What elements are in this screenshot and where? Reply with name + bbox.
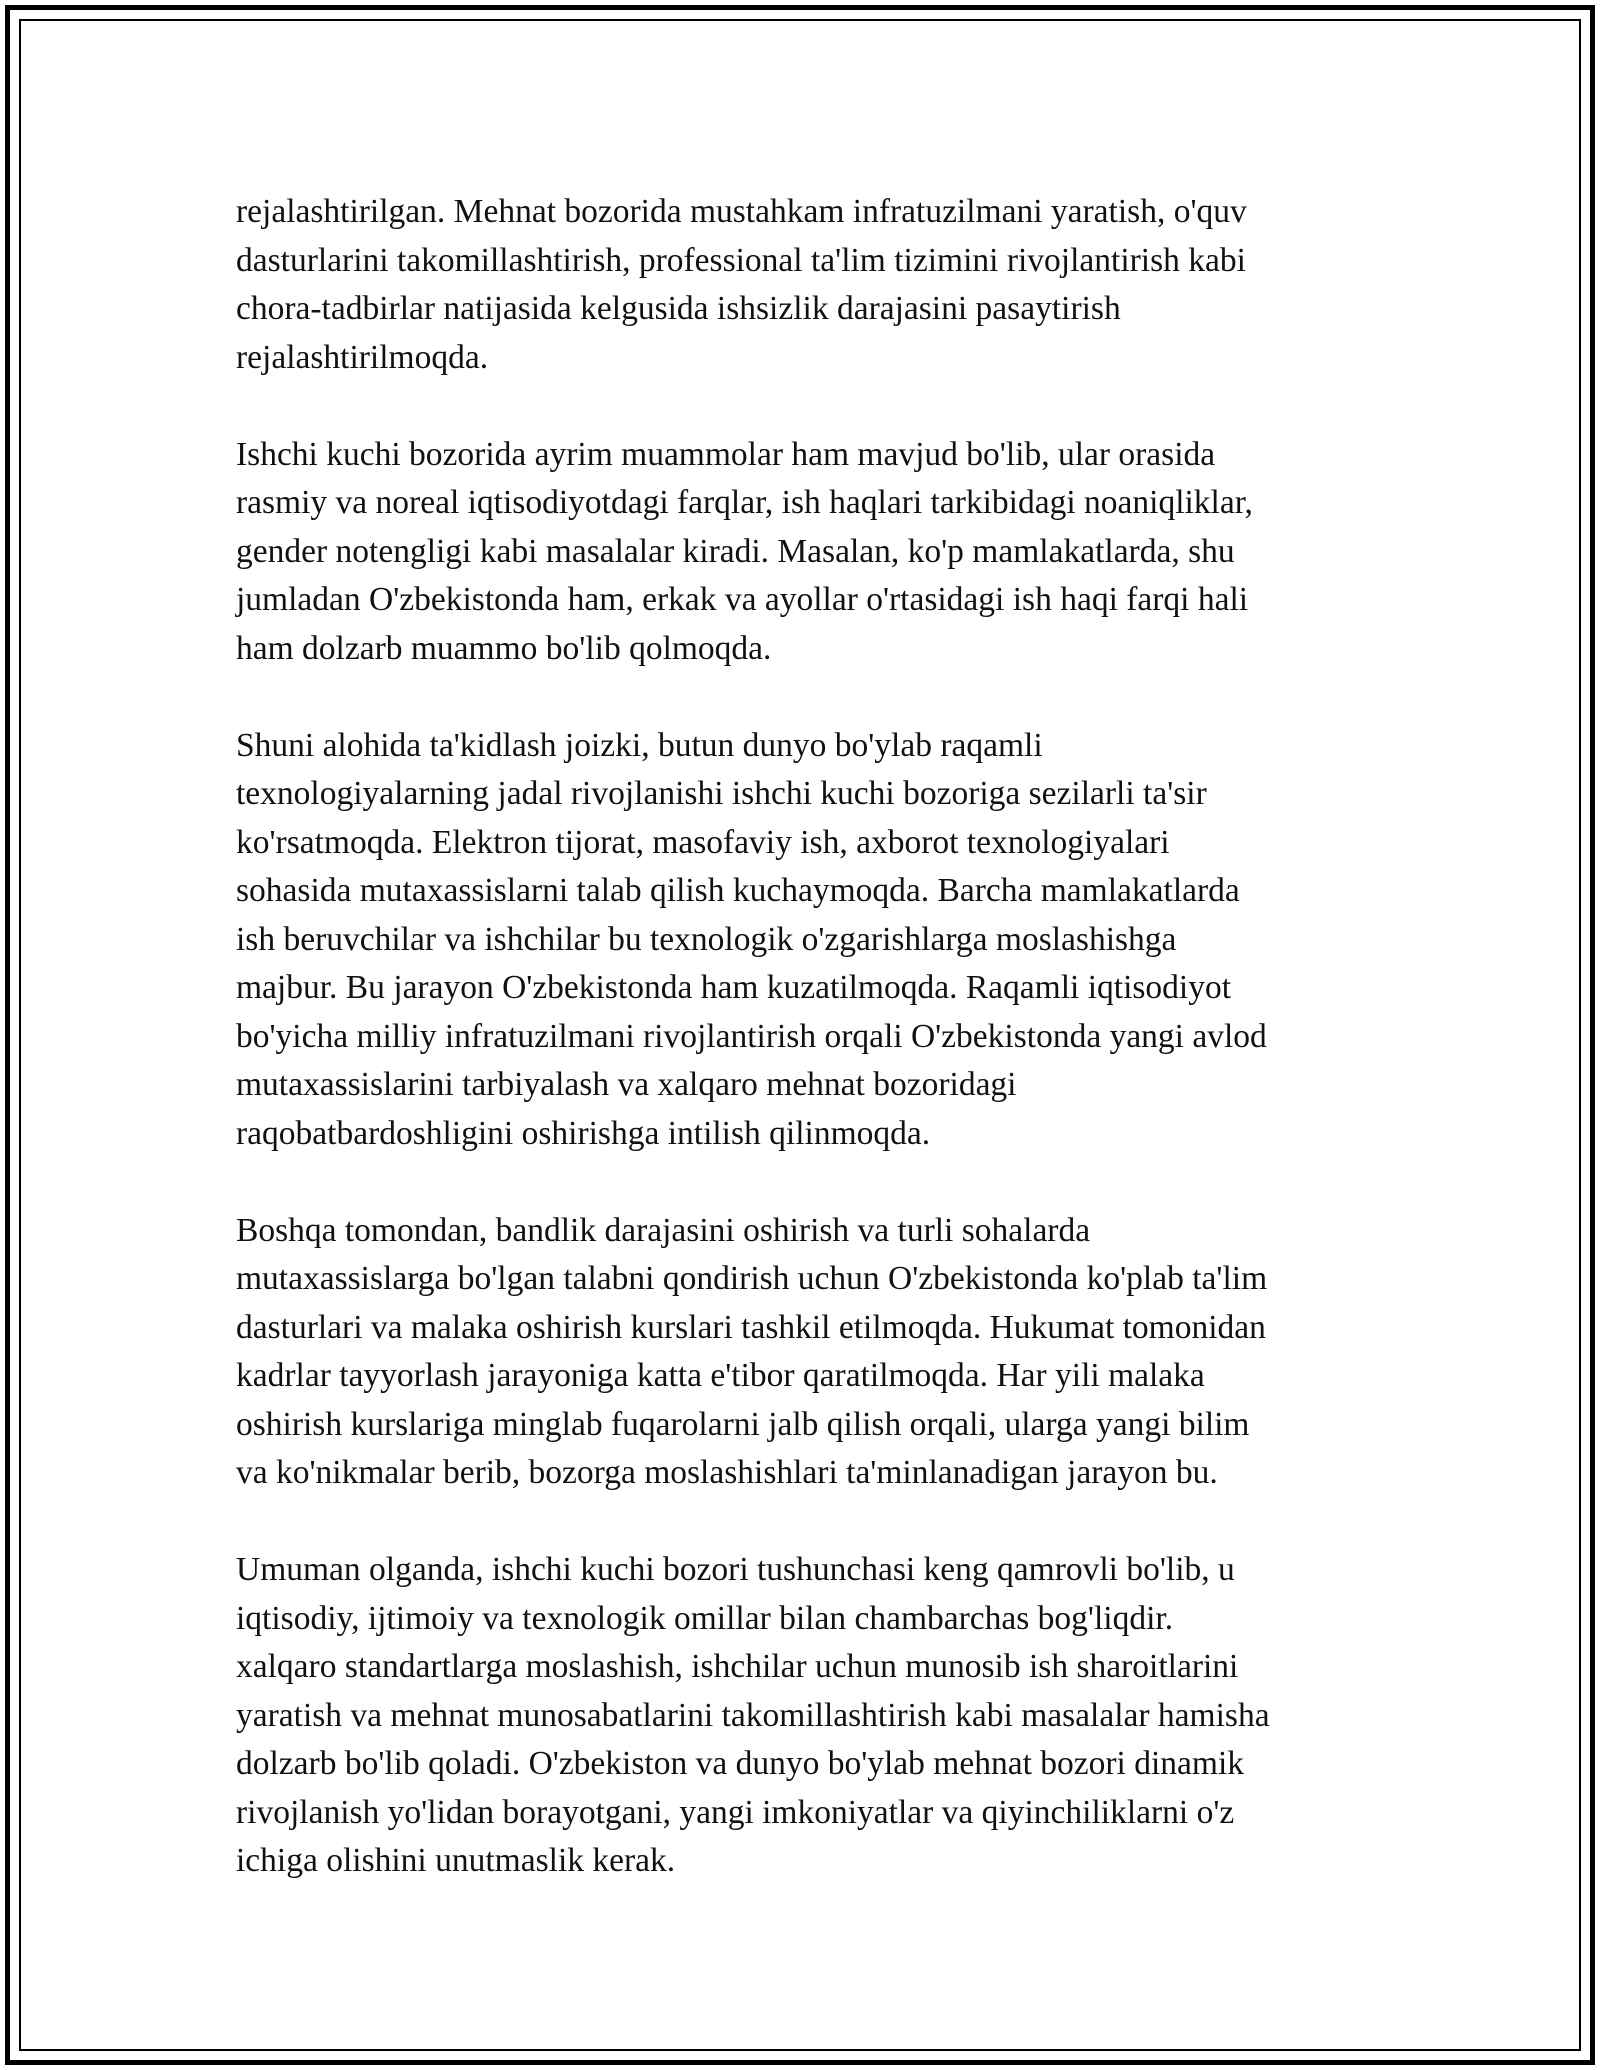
text-line: texnologiyalarning jadal rivojlanishi ishchi kuchi bozoriga sezilarli ta'sir <box>236 775 1207 812</box>
text-line: oshirish kurslariga minglab fuqarolarni jalb qilish orqali, ularga yangi bilim <box>236 1405 1250 1443</box>
text-line: rivojlanish yo'lidan borayotgani, yangi imkoniyatlar va qiyinchiliklarni o'z <box>236 1793 1235 1831</box>
text-line: kadrlar tayyorlash jarayoniga katta e'tibor qaratilmoqda. Har yili malaka <box>236 1357 1205 1394</box>
paragraph <box>236 1546 1376 1886</box>
text-line: va ko'nikmalar berib, bozorga moslashishlari ta'minlanadigan jarayon bu. <box>236 1454 1218 1491</box>
text-line: chora-tadbirlar natijasida kelgusida ishsizlik darajasini pasaytirish <box>236 290 1121 327</box>
text-line: yaratish va mehnat munosabatlarini takomillashtirish kabi masalalar hamisha <box>236 1696 1270 1734</box>
text-line: rejalashtirilmoqda. <box>236 338 489 376</box>
text-line: rejalashtirilgan. Mehnat bozorida mustahkam infratuzilmani yaratish, o'quv <box>236 193 1247 230</box>
text-line: iqtisodiy, ijtimoiy va texnologik omillar bilan chambarchas bog'liqdir. <box>236 1599 1174 1637</box>
text-line: ish beruvchilar va ishchilar bu texnologik o'zgarishlarga moslashishga <box>236 920 1177 958</box>
paragraph <box>236 1207 1376 1498</box>
text-line: sohasida mutaxassislarni talab qilish kuchaymoqda. Barcha mamlakatlarda <box>236 872 1240 909</box>
text-line: ichiga olishini unutmaslik kerak. <box>236 1842 676 1879</box>
text-line: gender notengligi kabi masalalar kiradi. Masalan, ko'p mamlakatlarda, shu <box>236 532 1235 570</box>
text-line: ham dolzarb muammo bo'lib qolmoqda. <box>236 629 772 667</box>
text-line: dolzarb bo'lib qoladi. O'zbekiston va dunyo bo'ylab mehnat bozori dinamik <box>236 1745 1245 1782</box>
text-line: Boshqa tomondan, bandlik darajasini oshirish va turli sohalarda <box>236 1211 1091 1249</box>
document-body <box>236 188 1376 1934</box>
text-line: Ishchi kuchi bozorida ayrim muammolar ham mavjud bo'lib, ular orasida <box>236 435 1216 473</box>
paragraph <box>236 722 1376 1159</box>
text-line: Umuman olganda, ishchi kuchi bozori tushunchasi keng qamrovli bo'lib, u <box>236 1551 1235 1588</box>
text-line: dasturlari va malaka oshirish kurslari tashkil etilmoqda. Hukumat tomonidan <box>236 1308 1266 1346</box>
text-line: Shuni alohida ta'kidlash joizki, butun dunyo bo'ylab raqamli <box>236 726 1043 764</box>
text-line: majbur. Bu jarayon O'zbekistonda ham kuzatilmoqda. Raqamli iqtisodiyot <box>236 969 1232 1006</box>
text-line: ko'rsatmoqda. Elektron tijorat, masofaviy ish, axborot texnologiyalari <box>236 823 1170 861</box>
text-line: jumladan O'zbekistonda ham, erkak va ayollar o'rtasidagi ish haqi farqi hali <box>236 581 1249 618</box>
text-line: rasmiy va noreal iqtisodiyotdagi farqlar, ish haqlari tarkibidagi noaniqliklar, <box>236 484 1253 521</box>
text-line: dasturlarini takomillashtirish, professional ta'lim tizimini rivojlantirish kabi <box>236 241 1246 279</box>
paragraph <box>236 188 1376 382</box>
text-line: bo'yicha milliy infratuzilmani rivojlantirish orqali O'zbekistonda yangi avlod <box>236 1017 1267 1055</box>
text-line: raqobatbardoshligini oshirishga intilish qilinmoqda. <box>236 1114 931 1152</box>
text-line: mutaxassislarga bo'lgan talabni qondirish uchun O'zbekistonda ko'plab ta'lim <box>236 1260 1268 1297</box>
paragraph <box>236 431 1376 674</box>
text-line: xalqaro standartlarga moslashish, ishchilar uchun munosib ish sharoitlarini <box>236 1648 1239 1685</box>
text-line: mutaxassislarini tarbiyalash va xalqaro mehnat bozoridagi <box>236 1066 1017 1103</box>
